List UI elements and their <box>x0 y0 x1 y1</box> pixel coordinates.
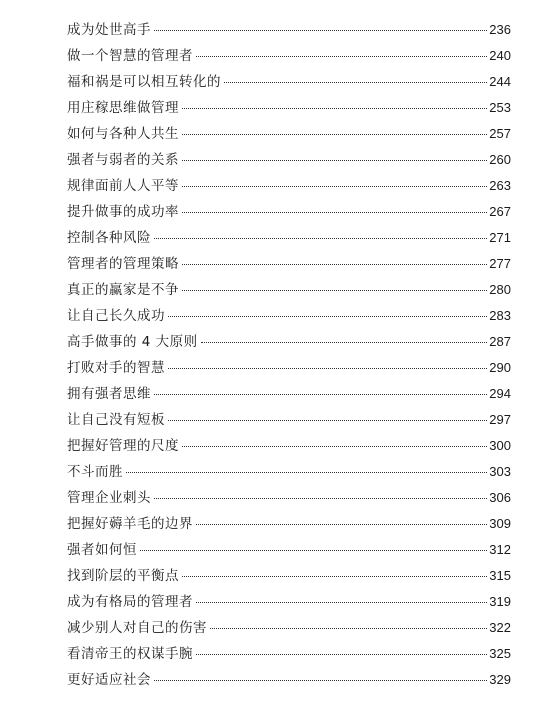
toc-entry-page-number: 271 <box>489 230 511 245</box>
toc-entry[interactable] <box>67 122 511 148</box>
toc-entry-title: 打败对手的智慧 <box>67 360 165 376</box>
toc-entry-title: 提升做事的成功率 <box>67 204 179 220</box>
dot-leader <box>182 186 487 187</box>
toc-entry[interactable] <box>67 356 511 382</box>
dot-leader <box>196 56 487 57</box>
toc-entry-page-number: 315 <box>489 568 511 583</box>
toc-entry[interactable] <box>67 200 511 226</box>
toc-entry-page-number: 244 <box>489 74 511 89</box>
toc-entry-page-number: 277 <box>489 256 511 271</box>
dot-leader <box>196 602 487 603</box>
toc-entry-title: 规律面前人人平等 <box>67 178 179 194</box>
toc-entry-title: 把握好管理的尺度 <box>67 438 179 454</box>
toc-entry[interactable] <box>67 44 511 70</box>
dot-leader <box>182 212 487 213</box>
dot-leader <box>168 368 487 369</box>
dot-leader <box>182 290 487 291</box>
dot-leader <box>182 160 487 161</box>
toc-entry-page-number: 306 <box>489 490 511 505</box>
toc-entry[interactable] <box>67 486 511 512</box>
toc-entry-title: 找到阶层的平衡点 <box>67 568 179 584</box>
toc-entry[interactable] <box>67 304 511 330</box>
toc-entry-title: 拥有强者思维 <box>67 386 151 402</box>
toc-entry-page-number: 257 <box>489 126 511 141</box>
dot-leader <box>154 394 487 395</box>
dot-leader <box>154 498 487 499</box>
dot-leader <box>182 264 487 265</box>
toc-entry[interactable] <box>67 382 511 408</box>
toc-entry[interactable] <box>67 434 511 460</box>
toc-entry-page-number: 287 <box>489 334 511 349</box>
dot-leader <box>154 30 487 31</box>
toc-entry[interactable] <box>67 18 511 44</box>
toc-entry-title: 让自己长久成功 <box>67 308 165 324</box>
toc-entry-title: 让自己没有短板 <box>67 412 165 428</box>
toc-entry-title: 控制各种风险 <box>67 230 151 246</box>
toc-entry-page-number: 253 <box>489 100 511 115</box>
dot-leader <box>168 316 487 317</box>
dot-leader <box>182 108 487 109</box>
toc-entry[interactable] <box>67 226 511 252</box>
toc-entry[interactable] <box>67 616 511 642</box>
toc-entry-page-number: 303 <box>489 464 511 479</box>
toc-entry-title: 把握好薅羊毛的边界 <box>67 516 193 532</box>
toc-entry-page-number: 280 <box>489 282 511 297</box>
toc-entry-page-number: 294 <box>489 386 511 401</box>
toc-entry[interactable] <box>67 460 511 486</box>
dot-leader <box>182 446 487 447</box>
toc-entry-title: 成为有格局的管理者 <box>67 594 193 610</box>
toc-entry[interactable] <box>67 642 511 668</box>
dot-leader <box>126 472 487 473</box>
toc-entry[interactable] <box>67 252 511 278</box>
toc-entry-title: 福和祸是可以相互转化的 <box>67 74 221 90</box>
toc-entry-page-number: 329 <box>489 672 511 687</box>
toc-entry[interactable] <box>67 590 511 616</box>
toc-entry-title: 强者如何恒 <box>67 542 137 558</box>
toc-entry-page-number: 309 <box>489 516 511 531</box>
toc-entry-page-number: 290 <box>489 360 511 375</box>
toc-entry-page-number: 240 <box>489 48 511 63</box>
toc-entry-page-number: 312 <box>489 542 511 557</box>
dot-leader <box>196 524 487 525</box>
dot-leader <box>154 680 487 681</box>
toc-entry-title: 管理者的管理策略 <box>67 256 179 272</box>
toc-entry-title: 成为处世高手 <box>67 22 151 38</box>
toc-entry[interactable] <box>67 96 511 122</box>
toc-entry-page-number: 300 <box>489 438 511 453</box>
toc-entry-title: 如何与各种人共生 <box>67 126 179 142</box>
toc-entry-title: 强者与弱者的关系 <box>67 152 179 168</box>
table-of-contents <box>67 18 511 694</box>
toc-entry-title: 不斗而胜 <box>67 464 123 480</box>
toc-entry-page-number: 319 <box>489 594 511 609</box>
toc-entry[interactable] <box>67 330 511 356</box>
toc-entry-title: 真正的赢家是不争 <box>67 282 179 298</box>
dot-leader <box>140 550 487 551</box>
dot-leader <box>154 238 487 239</box>
toc-entry-page-number: 263 <box>489 178 511 193</box>
dot-leader <box>196 654 487 655</box>
toc-entry-title: 减少别人对自己的伤害 <box>67 620 207 636</box>
dot-leader <box>182 134 487 135</box>
dot-leader <box>182 576 487 577</box>
toc-entry-page-number: 325 <box>489 646 511 661</box>
toc-entry-page-number: 297 <box>489 412 511 427</box>
toc-entry-page-number: 267 <box>489 204 511 219</box>
toc-entry[interactable] <box>67 512 511 538</box>
toc-entry[interactable] <box>67 668 511 694</box>
toc-entry-title: 高手做事的 4 大原则 <box>67 334 198 350</box>
toc-entry[interactable] <box>67 148 511 174</box>
toc-entry-page-number: 260 <box>489 152 511 167</box>
toc-entry-title: 更好适应社会 <box>67 672 151 688</box>
toc-entry-title: 做一个智慧的管理者 <box>67 48 193 64</box>
dot-leader <box>210 628 487 629</box>
toc-entry-title: 管理企业刺头 <box>67 490 151 506</box>
toc-entry[interactable] <box>67 278 511 304</box>
dot-leader <box>168 420 487 421</box>
toc-entry[interactable] <box>67 408 511 434</box>
toc-entry[interactable] <box>67 564 511 590</box>
toc-entry-page-number: 283 <box>489 308 511 323</box>
toc-entry-page-number: 236 <box>489 22 511 37</box>
toc-entry-title: 看清帝王的权谋手腕 <box>67 646 193 662</box>
dot-leader <box>224 82 487 83</box>
toc-entry[interactable] <box>67 538 511 564</box>
toc-entry-page-number: 322 <box>489 620 511 635</box>
toc-entry-title: 用庄稼思维做管理 <box>67 100 179 116</box>
dot-leader <box>201 342 488 343</box>
toc-entry[interactable] <box>67 70 511 96</box>
toc-entry[interactable] <box>67 174 511 200</box>
